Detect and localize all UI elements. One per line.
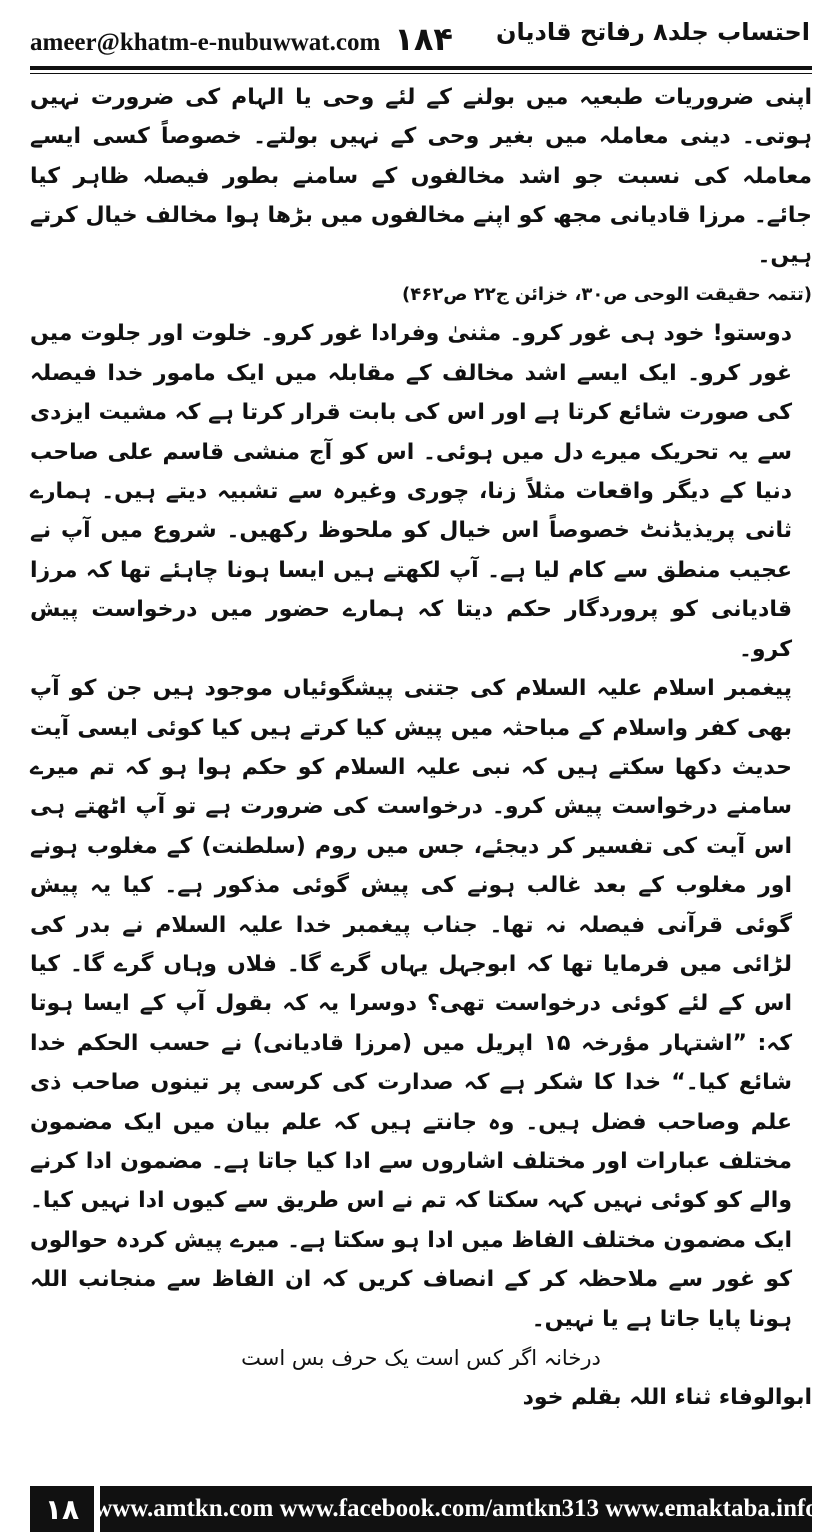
reference-citation: (تتمہ حقیقت الوحی ص۳۰، خزائن ج۲۲ ص۴۶۲) (402, 284, 812, 306)
page-header (30, 14, 810, 66)
header-rule-thin (30, 73, 812, 74)
header-page-number: ۱۸۴ (394, 20, 453, 58)
footer-page-number: ۱۸ (30, 1486, 94, 1532)
paragraph-1: اپنی ضروریات طبعیہ میں بولنے کے لئے وحی یا الہام کی ضرورت نہیں ہوتی۔ دینی معاملہ میں بغیر وحی کے نہیں بولتے۔ خصوصاً کسی ایسے معاملہ کی نسبت جو اشد مخالفوں کے سامنے بطور فیصلہ ظاہر کیا جائے۔ مرزا قادیانی مجھ کو اپنے مخالفوں میں بڑھا ہوا مخالف خیال کرتے ہیں۔ (30, 85, 812, 268)
header-email: ameer@khatm-e-nubuwwat.com (30, 29, 381, 56)
page-footer (30, 1486, 818, 1532)
signature: ابوالوفاء ثناء اللہ بقلم خود (522, 1385, 812, 1411)
header-left-group (30, 20, 453, 58)
paragraph-3: پیغمبر اسلام علیہ السلام کی جتنی پیشگوئیاں موجود ہیں جن کو آپ بھی کفر واسلام کے مباحثہ میں پیش کیا کرتے ہیں کیا کوئی ایسی آیت حدیث دکھا سکتے ہیں کہ نبی علیہ السلام کو حکم ہوا ہو کہ تم میرے سامنے درخواست پیش کرو۔ درخواست کی ضرورت ہے تو آپ اٹھتے ہی اس آیت کی تفسیر کر دیجئے، جس میں روم (سلطنت) کے مغلوب ہونے اور مغلوب کے بعد غالب ہونے کی پیش گوئی مذکور ہے۔ کیا یہ پیش گوئی قرآنی فیصلہ نہ تھا۔ جناب پیغمبر خدا علیہ السلام نے بدر کی لڑائی میں فرمایا تھا کہ ابوجہل یہاں گرے گا۔ فلاں وہاں گرے گا۔ کیا اس کے لئے کوئی درخواست تھی؟ دوسرا یہ کہ بقول آپ کے ایسا ہوتا کہ: ”اشتہار مؤرخہ ۱۵ اپریل میں (مرزا قادیانی) نے حسب الحکم خدا شائع کیا۔“ خدا کا شکر ہے کہ صدارت کی کرسی پر تینوں صاحب ذی علم وصاحب فضل ہیں۔ وہ جانتے ہیں کہ علم بیان میں ایک مضمون مختلف عبارات اور مختلف اشاروں سے ادا کیا جاتا ہے۔ مضمون ادا کرنے والے کو کوئی نہیں کہہ سکتا کہ تم نے اس طریق سے کیوں ادا نہیں کیا۔ ایک مضمون مختلف الفاظ میں ادا ہو سکتا ہے۔ میرے پیش کردہ حوالوں کو غور سے ملاحظہ کر کے انصاف کریں کہ ان الفاظ سے منجانب اللہ ہونا پایا جاتا ہے یا نہیں۔ (30, 676, 792, 1332)
header-book-title: احتساب جلد۸ رفاتح قادیان (496, 18, 810, 46)
paragraph-2: دوستو! خود ہی غور کرو۔ مثنیٰ وفرادا غور کرو۔ خلوت اور جلوت میں غور کرو۔ ایک ایسے اشد مخالف کے مقابلہ میں ایک مامور خدا فیصلہ کی صورت شائع کرتا ہے اور اس کی بابت قرار کرتا ہے کہ مشیت ایزدی سے یہ تحریک میرے دل میں ہوئی۔ اس کو آج منشی قاسم علی صاحب دنیا کے دیگر واقعات مثلاً زنا، چوری وغیرہ سے تشبیہ دیتے ہیں۔ ہمارے ثانی پریذیڈنٹ خصوصاً اس خیال کو ملحوظ رکھیں۔ شروع میں آپ نے عجیب منطق سے کام لیا ہے۔ آپ لکھتے ہیں ایسا ہونا چاہئے تھا کہ مرزا قادیانی کو پروردگار حکم دیتا کہ ہمارے حضور میں درخواست پیش کرو۔ (30, 321, 792, 662)
header-rule-thick (30, 66, 812, 70)
footer-links: www.amtkn.com www.facebook.com/amtkn313 www.emaktaba.info (100, 1486, 812, 1532)
persian-verse: درخانہ اگر کس است یک حرف بس است (241, 1346, 601, 1370)
document-body (30, 78, 812, 1418)
